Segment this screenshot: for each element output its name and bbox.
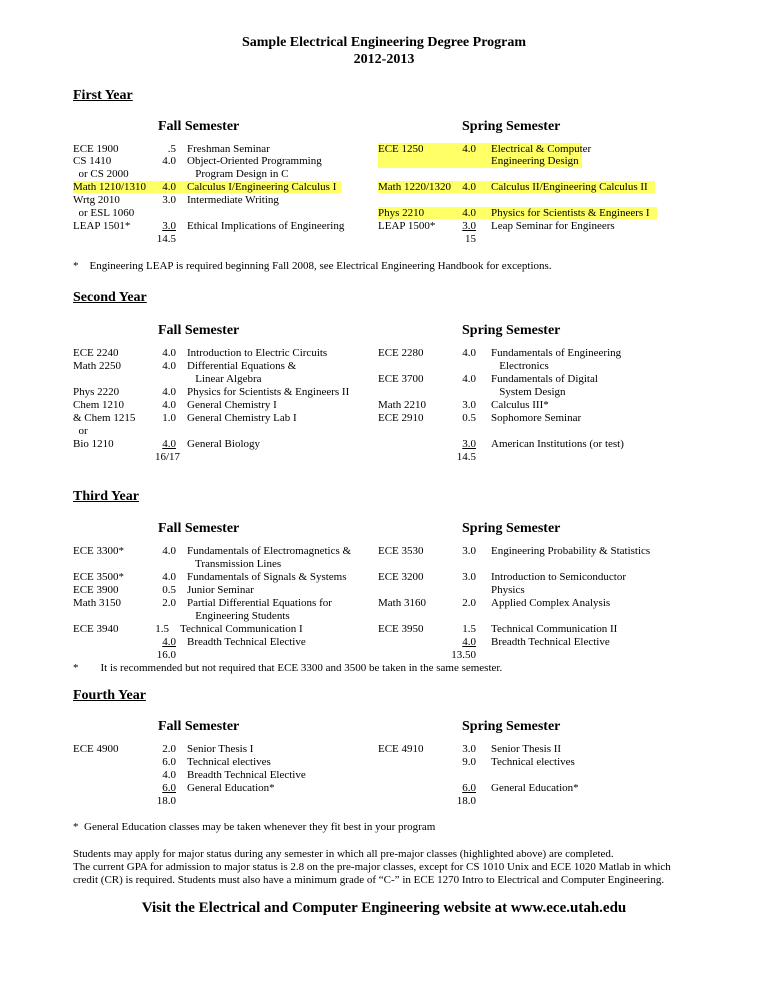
course-name: Breadth Technical Elective [187, 769, 306, 781]
course-code: ECE 2240 [73, 347, 119, 359]
course-credits: 3.0 [462, 743, 476, 755]
course-credits: 4.0 [162, 438, 176, 450]
ece3300-note: * It is recommended but not required that ECE 3300 and 3500 be taken in the same semester. [73, 662, 503, 674]
course-credits: 6.0 [462, 782, 476, 794]
course-name: Transmission Lines [187, 558, 282, 570]
course-name: General Education* [187, 782, 275, 794]
course-code: ECE 3530 [378, 545, 424, 557]
course-name: Fundamentals of Engineering [491, 347, 622, 359]
spring-heading-4: Spring Semester [462, 719, 561, 734]
course-credits: 4.0 [162, 347, 176, 359]
course-credits: 6.0 [162, 782, 176, 794]
spring-total: 14.5 [456, 451, 476, 463]
fall-heading-1: Fall Semester [158, 119, 240, 134]
course-name: Fundamentals of Digital [491, 373, 598, 385]
course-name: Intermediate Writing [187, 194, 279, 206]
course-name: Electrical & Computer [491, 143, 592, 155]
course-code: or CS 2000 [73, 168, 129, 180]
status-note-line-1: Students may apply for major status during any semester in which all pre-major classes (highlighted above) are completed. [73, 848, 614, 860]
spring-total: 18.0 [456, 795, 476, 807]
course-name: Electronics [491, 360, 549, 372]
course-credits: 0.5 [462, 412, 476, 424]
course-name: Junior Seminar [187, 584, 254, 596]
course-name: Engineering Probability & Statistics [491, 545, 651, 557]
course-credits: 1.5 [155, 623, 169, 635]
course-name: Introduction to Semiconductor [491, 571, 627, 583]
course-credits: 2.0 [162, 743, 176, 755]
gen-ed-note: * General Education classes may be taken whenever they fit best in your program [73, 821, 436, 833]
course-name: Technical Communication II [491, 623, 618, 635]
course-code: Chem 1210 [73, 399, 125, 411]
course-code: Math 2210 [378, 399, 426, 411]
course-code: Math 2250 [73, 360, 121, 372]
course-name: Linear Algebra [187, 373, 262, 385]
course-name: Senior Thesis I [187, 743, 254, 755]
spring-total: 13.50 [451, 649, 476, 661]
course-name: Physics for Scientists & Engineers I [491, 207, 650, 219]
course-credits: 4.0 [162, 545, 176, 557]
course-credits: 3.0 [462, 220, 476, 232]
course-code: Phys 2220 [73, 386, 120, 398]
course-credits: 4.0 [462, 373, 476, 385]
course-credits: 3.0 [462, 438, 476, 450]
course-name: Sophomore Seminar [491, 412, 582, 424]
fall-heading-3: Fall Semester [158, 521, 240, 536]
course-code: ECE 3700 [378, 373, 424, 385]
course-code: ECE 1900 [73, 143, 119, 155]
course-name: Technical Communication I [180, 623, 303, 635]
course-credits: 4.0 [162, 360, 176, 372]
course-name: Engineering Design [491, 155, 579, 167]
course-name: General Chemistry I [187, 399, 277, 411]
fall-total: 16.0 [156, 649, 176, 661]
course-name: Breadth Technical Elective [187, 636, 306, 648]
course-name: Ethical Implications of Engineering [187, 220, 345, 232]
course-code: & Chem 1215 [73, 412, 136, 424]
course-name: Calculus I/Engineering Calculus I [187, 181, 337, 193]
course-code: ECE 3940 [73, 623, 119, 635]
course-code: ECE 3500* [73, 571, 125, 583]
year-heading-4: Fourth Year [73, 688, 146, 703]
course-code: or ESL 1060 [73, 207, 135, 219]
fall-heading-2: Fall Semester [158, 323, 240, 338]
course-code: ECE 3950 [378, 623, 424, 635]
course-credits: 4.0 [162, 636, 176, 648]
doc-year-range: 2012-2013 [353, 52, 415, 67]
course-name: General Education* [491, 782, 579, 794]
course-credits: 4.0 [462, 636, 476, 648]
course-credits: 4.0 [462, 181, 476, 193]
course-code: ECE 2910 [378, 412, 424, 424]
course-code: CS 1410 [73, 155, 112, 167]
course-credits: 6.0 [162, 756, 176, 768]
course-code: Math 1210/1310 [73, 181, 147, 193]
course-name: Calculus II/Engineering Calculus II [491, 181, 648, 193]
course-name: Leap Seminar for Engineers [491, 220, 615, 232]
course-code: ECE 3200 [378, 571, 424, 583]
course-code: Wrtg 2010 [73, 194, 120, 206]
course-code: Math 1220/1320 [378, 181, 452, 193]
fall-total: 14.5 [156, 233, 176, 245]
course-credits: 3.0 [162, 220, 176, 232]
course-name: Introduction to Electric Circuits [187, 347, 328, 359]
course-name: Fundamentals of Signals & Systems [187, 571, 347, 583]
course-name: American Institutions (or test) [491, 438, 624, 450]
course-credits: 3.0 [462, 399, 476, 411]
course-credits: 4.0 [462, 347, 476, 359]
course-name: Physics for Scientists & Engineers II [187, 386, 350, 398]
course-code: ECE 2280 [378, 347, 424, 359]
course-code: Math 3160 [378, 597, 426, 609]
year-heading-1: First Year [73, 88, 133, 103]
course-credits: 4.0 [162, 386, 176, 398]
course-credits: 0.5 [162, 584, 176, 596]
course-code: ECE 3900 [73, 584, 119, 596]
course-credits: 1.0 [162, 412, 176, 424]
course-name: Calculus III* [491, 399, 549, 411]
course-name: Fundamentals of Electromagnetics & [187, 545, 352, 557]
course-name: Breadth Technical Elective [491, 636, 610, 648]
course-code: ECE 4900 [73, 743, 119, 755]
course-name: Technical electives [187, 756, 271, 768]
spring-heading-2: Spring Semester [462, 323, 561, 338]
course-code: ECE 3300* [73, 545, 125, 557]
course-name: Applied Complex Analysis [491, 597, 611, 609]
course-name: Technical electives [491, 756, 575, 768]
course-code: LEAP 1501* [73, 220, 131, 232]
fall-total: 18.0 [156, 795, 176, 807]
course-credits: .5 [167, 143, 176, 155]
course-code: ECE 4910 [378, 743, 424, 755]
spring-total: 15 [465, 233, 476, 245]
course-credits: 4.0 [462, 143, 476, 155]
course-name: Partial Differential Equations for [187, 597, 332, 609]
course-code: ECE 1250 [378, 143, 424, 155]
spring-heading-3: Spring Semester [462, 521, 561, 536]
course-name: Senior Thesis II [491, 743, 562, 755]
course-credits: 4.0 [162, 571, 176, 583]
course-credits: 4.0 [462, 207, 476, 219]
course-name: System Design [491, 386, 566, 398]
course-credits: 2.0 [162, 597, 176, 609]
course-credits: 3.0 [462, 571, 476, 583]
website-footer: Visit the Electrical and Computer Engineering website at www.ece.utah.edu [141, 900, 627, 916]
leap-note: * Engineering LEAP is required beginning Fall 2008, see Electrical Engineering Handbook for exceptions. [73, 260, 552, 272]
course-name: Physics [491, 584, 525, 596]
course-credits: 4.0 [162, 769, 176, 781]
course-name: Program Design in C [187, 168, 289, 180]
course-name: Object-Oriented Programming [187, 155, 322, 167]
course-credits: 3.0 [462, 545, 476, 557]
course-credits: 4.0 [162, 399, 176, 411]
year-heading-3: Third Year [73, 489, 139, 504]
status-note-line-3: credit (CR) is required. Students must also have a minimum grade of “C-” in ECE 1270 Intro to Electrical and Computer Engineering. [73, 874, 665, 886]
course-credits: 1.5 [462, 623, 476, 635]
course-code: or [73, 425, 88, 437]
course-code: LEAP 1500* [378, 220, 436, 232]
course-credits: 3.0 [162, 194, 176, 206]
course-name: Differential Equations & [187, 360, 297, 372]
course-name: General Chemistry Lab I [187, 412, 297, 424]
course-code: Math 3150 [73, 597, 121, 609]
fall-total: 16/17 [154, 451, 180, 463]
course-name: Engineering Students [187, 610, 290, 622]
fall-heading-4: Fall Semester [158, 719, 240, 734]
course-credits: 4.0 [162, 181, 176, 193]
status-note-line-2: The current GPA for admission to major status is 2.8 on the pre-major classes, except for CS 1010 Unix and ECE 1020 Matlab in which [73, 861, 671, 873]
course-credits: 2.0 [462, 597, 476, 609]
course-code: Bio 1210 [73, 438, 114, 450]
course-credits: 4.0 [162, 155, 176, 167]
course-credits: 9.0 [462, 756, 476, 768]
course-name: Freshman Seminar [187, 143, 270, 155]
course-name: General Biology [187, 438, 261, 450]
doc-title: Sample Electrical Engineering Degree Program [241, 35, 527, 50]
course-code: Phys 2210 [378, 207, 425, 219]
spring-heading-1: Spring Semester [462, 119, 561, 134]
year-heading-2: Second Year [73, 290, 147, 305]
